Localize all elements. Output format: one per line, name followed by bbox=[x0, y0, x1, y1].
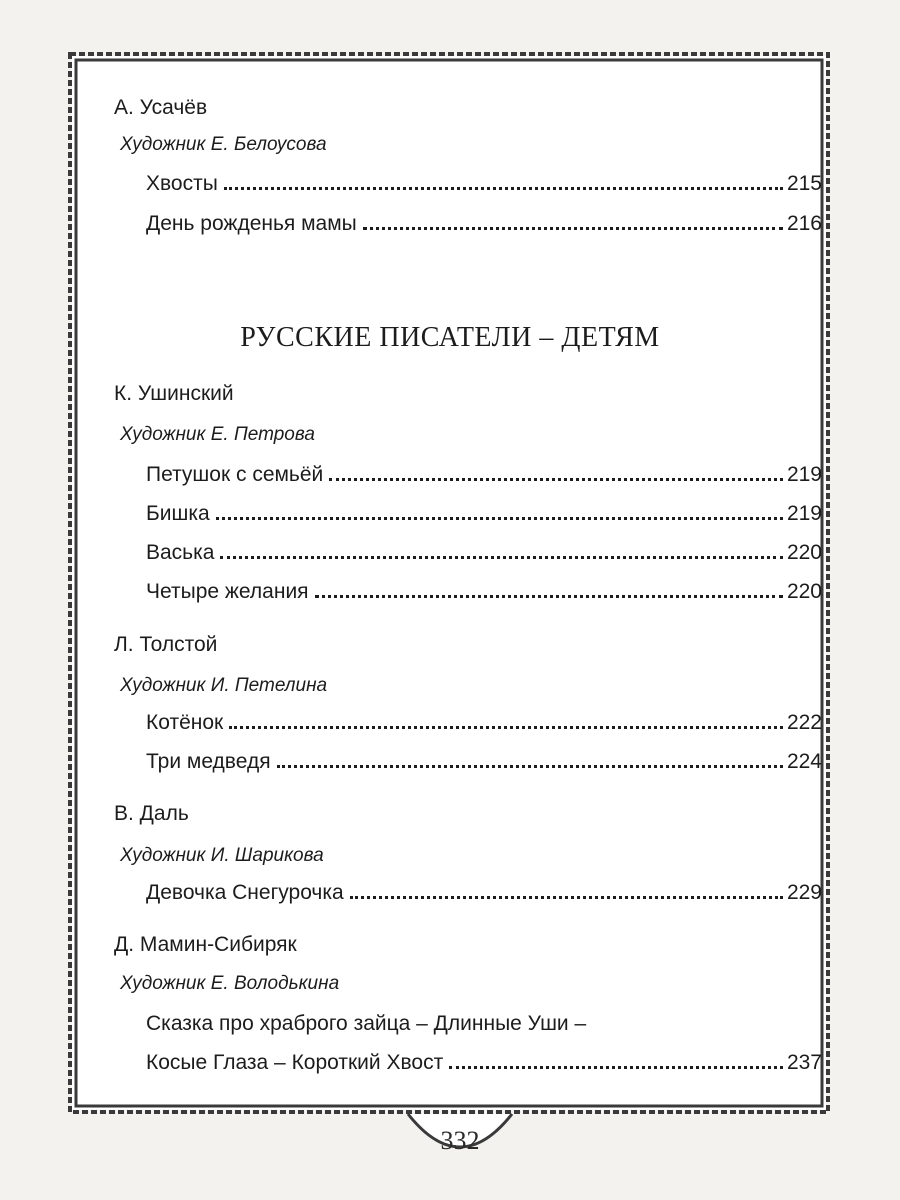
leader-dots bbox=[350, 895, 783, 899]
author-name: А. Усачёв bbox=[114, 96, 208, 119]
toc-entry[interactable] bbox=[146, 580, 822, 604]
entry-page: 222 bbox=[786, 711, 822, 734]
artist-credit: Художник Е. Володькина bbox=[120, 973, 340, 994]
toc-entry[interactable] bbox=[146, 711, 822, 735]
leader-dots bbox=[329, 477, 783, 481]
leader-dots bbox=[277, 764, 783, 768]
entry-page: 229 bbox=[786, 881, 822, 904]
entry-page: 219 bbox=[786, 502, 822, 525]
artist-credit: Художник И. Шарикова bbox=[120, 845, 324, 866]
toc-entry[interactable] bbox=[146, 1051, 822, 1075]
section-heading: РУССКИЕ ПИСАТЕЛИ – ДЕТЯМ bbox=[240, 322, 660, 353]
entry-page: 219 bbox=[786, 463, 822, 486]
artist-credit: Художник И. Петелина bbox=[120, 675, 328, 696]
entry-page: 220 bbox=[786, 541, 822, 564]
toc-entry[interactable] bbox=[146, 172, 822, 196]
artist-credit: Художник Е. Белоусова bbox=[120, 134, 327, 155]
leader-dots bbox=[315, 594, 783, 598]
leader-dots bbox=[220, 555, 782, 559]
page-number: 332 bbox=[440, 1126, 480, 1155]
entry-page: 215 bbox=[786, 172, 822, 195]
leader-dots bbox=[229, 725, 783, 729]
entry-title: Бишка bbox=[146, 502, 210, 525]
entry-title: Косые Глаза – Короткий Хвост bbox=[146, 1051, 444, 1074]
entry-title: День рожденья мамы bbox=[146, 212, 357, 235]
entry-page: 237 bbox=[786, 1051, 822, 1074]
entry-page: 216 bbox=[786, 212, 822, 235]
leader-dots bbox=[449, 1065, 783, 1069]
toc-entry[interactable] bbox=[146, 463, 822, 487]
entry-title: Три медведя bbox=[146, 750, 271, 773]
author-name: Л. Толстой bbox=[114, 633, 218, 656]
leader-dots bbox=[224, 186, 783, 190]
entry-title: Девочка Снегурочка bbox=[146, 881, 344, 904]
author-name: К. Ушинский bbox=[114, 382, 234, 405]
toc-entry[interactable] bbox=[146, 881, 822, 905]
entry-title-line[interactable]: Сказка про храброго зайца – Длинные Уши – bbox=[146, 1012, 587, 1035]
leader-dots bbox=[363, 226, 783, 230]
toc-entry[interactable] bbox=[146, 541, 822, 565]
author-name: Д. Мамин-Сибиряк bbox=[114, 933, 297, 956]
entry-title: Хвосты bbox=[146, 172, 218, 195]
artist-credit: Художник Е. Петрова bbox=[120, 424, 315, 445]
toc-entry[interactable] bbox=[146, 750, 822, 774]
entry-page: 220 bbox=[786, 580, 822, 603]
entry-title: Четыре желания bbox=[146, 580, 309, 603]
entry-page: 224 bbox=[786, 750, 822, 773]
entry-title: Котёнок bbox=[146, 711, 224, 734]
toc-entry[interactable] bbox=[146, 502, 822, 526]
leader-dots bbox=[216, 516, 783, 520]
entry-title: Васька bbox=[146, 541, 215, 564]
toc-entry[interactable] bbox=[146, 212, 822, 236]
author-name: В. Даль bbox=[114, 802, 189, 825]
entry-title: Петушок с семьёй bbox=[146, 463, 324, 486]
